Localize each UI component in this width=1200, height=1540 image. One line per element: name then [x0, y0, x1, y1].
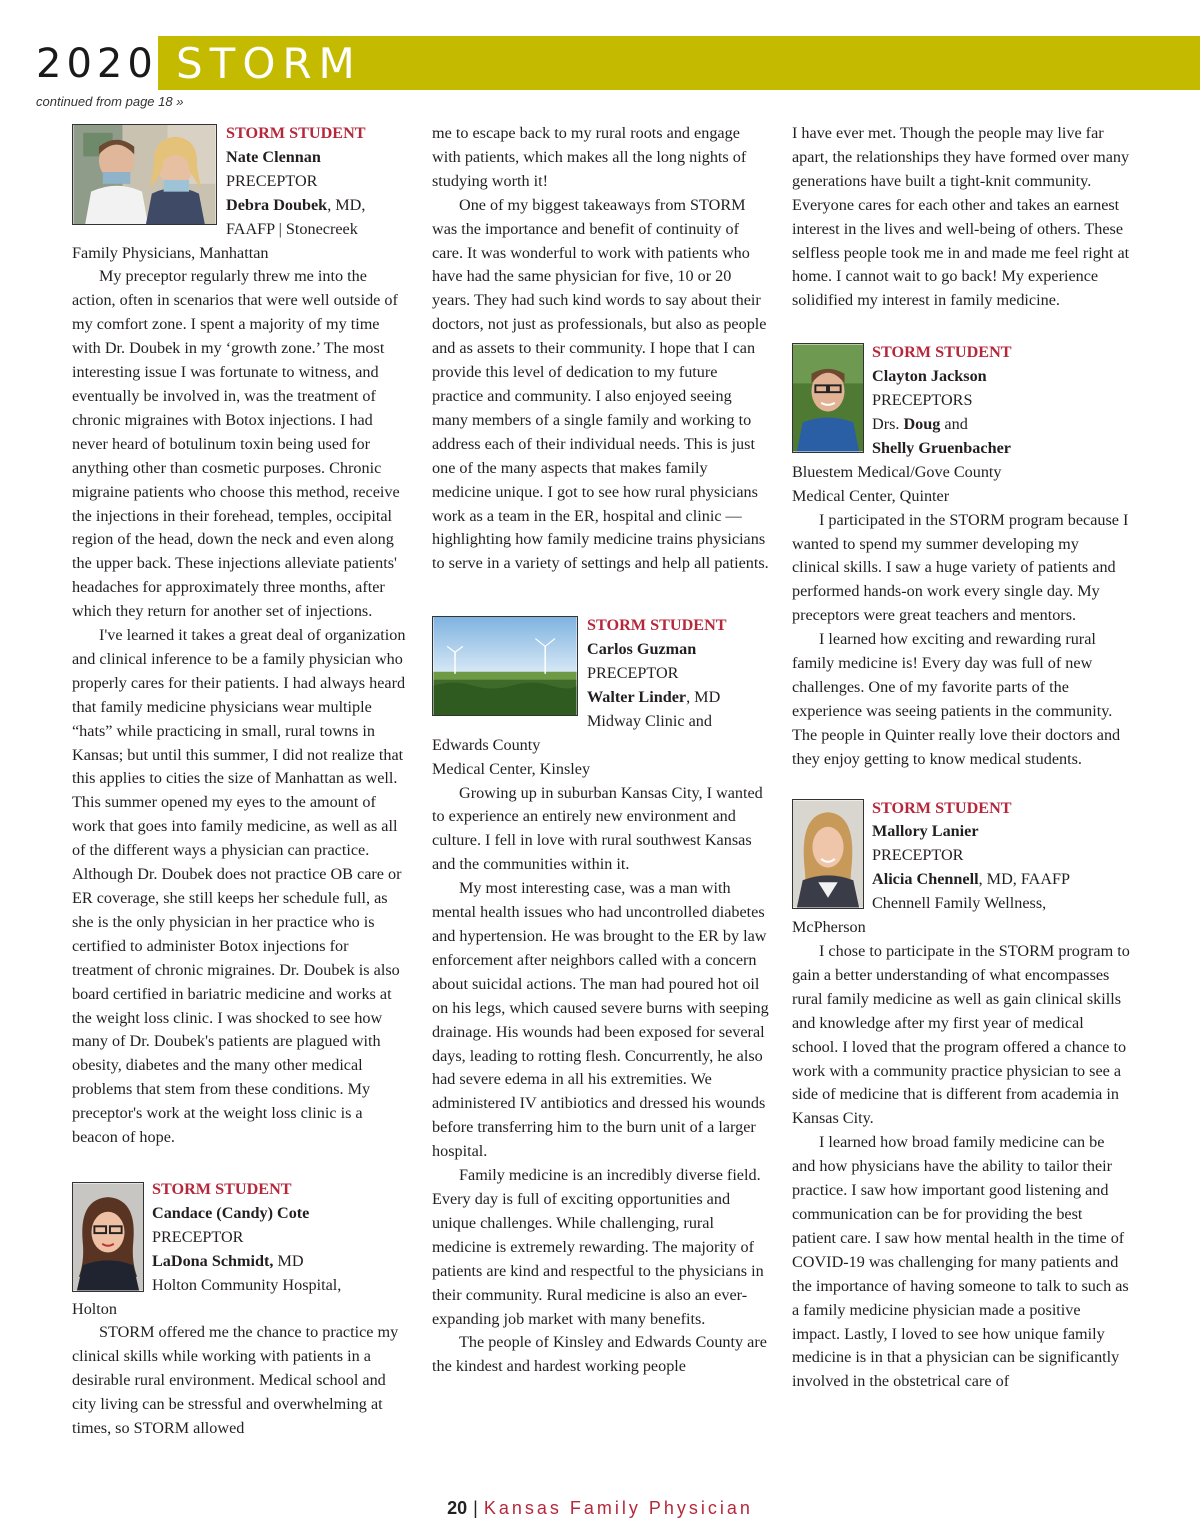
bio-affiliation: Holton Community Hospital, — [152, 1275, 342, 1294]
student-name: Candace (Candy) Cote — [152, 1203, 310, 1222]
column-1 — [72, 122, 412, 1441]
bio-affiliation: Midway Clinic and — [587, 711, 712, 730]
photo-student-and-preceptor — [72, 124, 217, 225]
header-year: 2020 — [36, 41, 158, 87]
header-title: STORM — [176, 39, 362, 88]
body-paragraph: STORM offered me the chance to practice my clinical skills while working with patients in a desirable rural environment. Medical school and city living can be stressful and overwhelming at times, so STORM allowed — [72, 1323, 399, 1438]
student-name: Carlos Guzman — [587, 640, 697, 659]
student-bio-clayton-jackson — [792, 341, 1130, 484]
body-paragraph: I've learned it takes a great deal of organization and clinical inference to be a family physician who properly cares for their patients. I had always heard that family medicine physicians wear multiple “hats” while practicing in small, rural towns in Kansas; but until this summer, I did not realize that this applies to cities the size of Manhattan as well. This summer opened my eyes to the amount of work that goes into family medicine, as well as all of the different ways a physician can practice. Although Dr. Doubek does not practice OB care or ER coverage, she still keeps her schedule full, as she is the only physician in her practice who is certified to administer Botox injections for treatment of chronic migraines. Dr. Doubek is also board certified in bariatric medicine and works at the weight loss clinic. I was shocked to see how many of Dr. Doubek's patients are plagued with obesity, diabetes and the many other medical problems that stem from these conditions. My preceptor's work at the weight loss clinic is a beacon of hope. — [72, 626, 406, 1147]
photo-student-portrait — [792, 343, 864, 453]
bio-label: STORM STUDENT — [226, 124, 366, 142]
bio-affiliation: FAAFP | Stonecreek — [226, 219, 358, 238]
student-name: Clayton Jackson — [872, 367, 987, 386]
preceptor-name: Alicia Chennell — [872, 870, 979, 889]
bio-label: STORM STUDENT — [587, 616, 727, 635]
page-number: 20 — [447, 1498, 468, 1518]
preceptor-label: PRECEPTOR — [872, 846, 964, 865]
student-bio-mallory-lanier — [792, 797, 1130, 940]
preceptor-prefix: Drs. — [872, 414, 904, 433]
bio-label: STORM STUDENT — [872, 343, 1012, 362]
body-paragraph: My most interesting case, was a man with mental health issues who had uncontrolled diabetes and hypertension. He was brought to the ER by law enforcement after neighbors called with a concern about suicidal actions. The man had poured hot oil on his legs, which caused severe burns with seeping drainage. His wounds had been exposed for several days, leading to rotting flesh. Concurrently, he also had severe edema in all his extremities. We administered IV antibiotics and dressed his wounds before transferring him to the burn unit of a larger hospital. — [432, 879, 769, 1161]
photo-wind-turbines-field — [432, 616, 578, 716]
body-paragraph: I chose to participate in the STORM program to gain a better understanding of what encompasses rural family medicine as well as gain clinical skills and knowledge after my first year of medical school. I loved that the program offered a chance to work with a community practice physician to see a side of medicine that is different from academia in Kansas City. — [792, 942, 1130, 1128]
page-footer — [0, 1498, 1200, 1519]
student-bio-nate-clennan — [72, 122, 412, 242]
preceptor-name: Shelly Gruenbacher — [872, 438, 1011, 457]
body-paragraph: me to escape back to my rural roots and engage with patients, which makes all the long nights of studying worth it! — [432, 124, 747, 190]
preceptor-label: PRECEPTORS — [872, 391, 973, 410]
bio-affiliation-cont: McPherson — [792, 918, 866, 937]
preceptor-credentials: , MD, FAAFP — [978, 870, 1071, 889]
bio-affiliation-cont: Edwards County — [432, 735, 541, 754]
bio-affiliation-cont: Holton — [72, 1299, 117, 1318]
student-bio-carlos-guzman — [432, 614, 770, 757]
bio-label: STORM STUDENT — [872, 798, 1012, 817]
bio-label: STORM STUDENT — [152, 1179, 292, 1198]
bio-affiliation-cont: Family Physicians, Manhattan — [72, 243, 269, 262]
body-paragraph: I learned how exciting and rewarding rural family medicine is! Every day was full of new challenges. One of my favorite parts of the experience was seeing patients in the community. The people in Quinter really love their doctors and they enjoy getting to know medical students. — [792, 630, 1121, 768]
preceptor-name: Walter Linder — [587, 687, 687, 706]
body-paragraph: Growing up in suburban Kansas City, I wanted to experience an entirely new environment and culture. I fell in love with rural southwest Kansas and the communities within it. — [432, 783, 763, 874]
footer-separator: | — [473, 1498, 478, 1518]
body-paragraph: I learned how broad family medicine can be and how physicians have the ability to tailor their practice. I saw how important good listening and communication can be for providing the best patient care. I saw how mental health in the time of COVID-19 was challenging for many patients and the importance of having someone to talk to such as a family medicine physician made a positive impact. Lastly, I loved to see how unique family medicine is in that a physician can be significantly involved in the obstetrical care of — [792, 1133, 1129, 1391]
column-3 — [792, 122, 1130, 1394]
continued-note: continued from page 18 » — [36, 94, 184, 109]
preceptor-credentials: , MD — [686, 687, 721, 706]
bio-affiliation-cont: Medical Center, Quinter — [792, 486, 950, 505]
preceptor-credentials: , MD, — [327, 195, 366, 214]
preceptor-credentials: MD — [273, 1251, 304, 1270]
preceptor-label: PRECEPTOR — [152, 1227, 244, 1246]
preceptor-name: LaDona Schmidt, — [152, 1251, 274, 1270]
photo-student-portrait — [792, 799, 864, 909]
preceptor-label: PRECEPTOR — [226, 171, 318, 190]
body-paragraph: I participated in the STORM program because I wanted to spend my summer developing my clinical skills. I saw a huge variety of patients and performed hands-on work every single day. My preceptors were great teachers and mentors. — [792, 510, 1129, 625]
student-name: Nate Clennan — [226, 147, 321, 166]
publication-name: Kansas Family Physician — [483, 1498, 753, 1518]
preceptor-name: Doug — [903, 414, 941, 433]
preceptor-conjunction: and — [940, 414, 968, 433]
body-paragraph: One of my biggest takeaways from STORM was the importance and benefit of continuity of care. It was wonderful to work with patients who have had the same physician for five, 10 or 20 years. They had such kind words to say about their doctors, not just as professionals, but also as people and as assets to their community. I hope that I can provide this level of dedication to my future practice and community. I also enjoyed seeing many members of a single family and working to address each of their individual needs. This is just one of the many aspects that makes family medicine unique. I got to see how rural physicians work as a team in the ER, hospital and clinic — highlighting how family medicine trains physicians to serve in a variety of settings and help all patients. — [432, 195, 769, 573]
photo-student-portrait — [72, 1182, 144, 1292]
header-band — [158, 36, 1200, 90]
bio-affiliation-cont: Medical Center, Kinsley — [432, 759, 591, 778]
bio-affiliation: Bluestem Medical/Gove County — [792, 462, 1002, 481]
body-paragraph: My preceptor regularly threw me into the action, often in scenarios that were well outside of my comfort zone. I spent a majority of my time with Dr. Doubek in my ‘growth zone.’ The most interesting issue I was fortunate to witness, and eventually be involved in, was the treatment of chronic migraines with Botox injections. I had never heard of botulinum toxin being used for anything other than cosmetic purposes. Chronic migraine patients who choose this method, receive the injections in their forehead, temples, occipital region of the head, down the neck and even along the upper back. These injections alleviate patients' headaches for approximately three months, after which they return for another set of injections. — [72, 267, 400, 621]
column-2 — [432, 122, 770, 1379]
body-paragraph: The people of Kinsley and Edwards County are the kindest and hardest working people — [432, 1333, 767, 1376]
preceptor-label: PRECEPTOR — [587, 664, 679, 683]
body-paragraph: Family medicine is an incredibly diverse field. Every day is full of exciting opportunities and unique challenges. While challenging, rural medicine is extremely rewarding. The majority of patients are kind and respectful to the physicians in their community. Rural medicine is also an ever-expanding job market with many benefits. — [432, 1166, 764, 1328]
bio-affiliation: Chennell Family Wellness, — [872, 894, 1047, 913]
preceptor-name: Debra Doubek — [226, 195, 328, 214]
student-name: Mallory Lanier — [872, 822, 979, 841]
body-paragraph: I have ever met. Though the people may live far apart, the relationships they have formed over many generations have built a tight-knit community. Everyone cares for each other and takes an earnest interest in the lives and well-being of others. These selfless people took me in and made me feel right at home. I cannot wait to go back! My experience solidified my interest in family medicine. — [792, 124, 1130, 310]
student-bio-candace-cote — [72, 1178, 412, 1321]
